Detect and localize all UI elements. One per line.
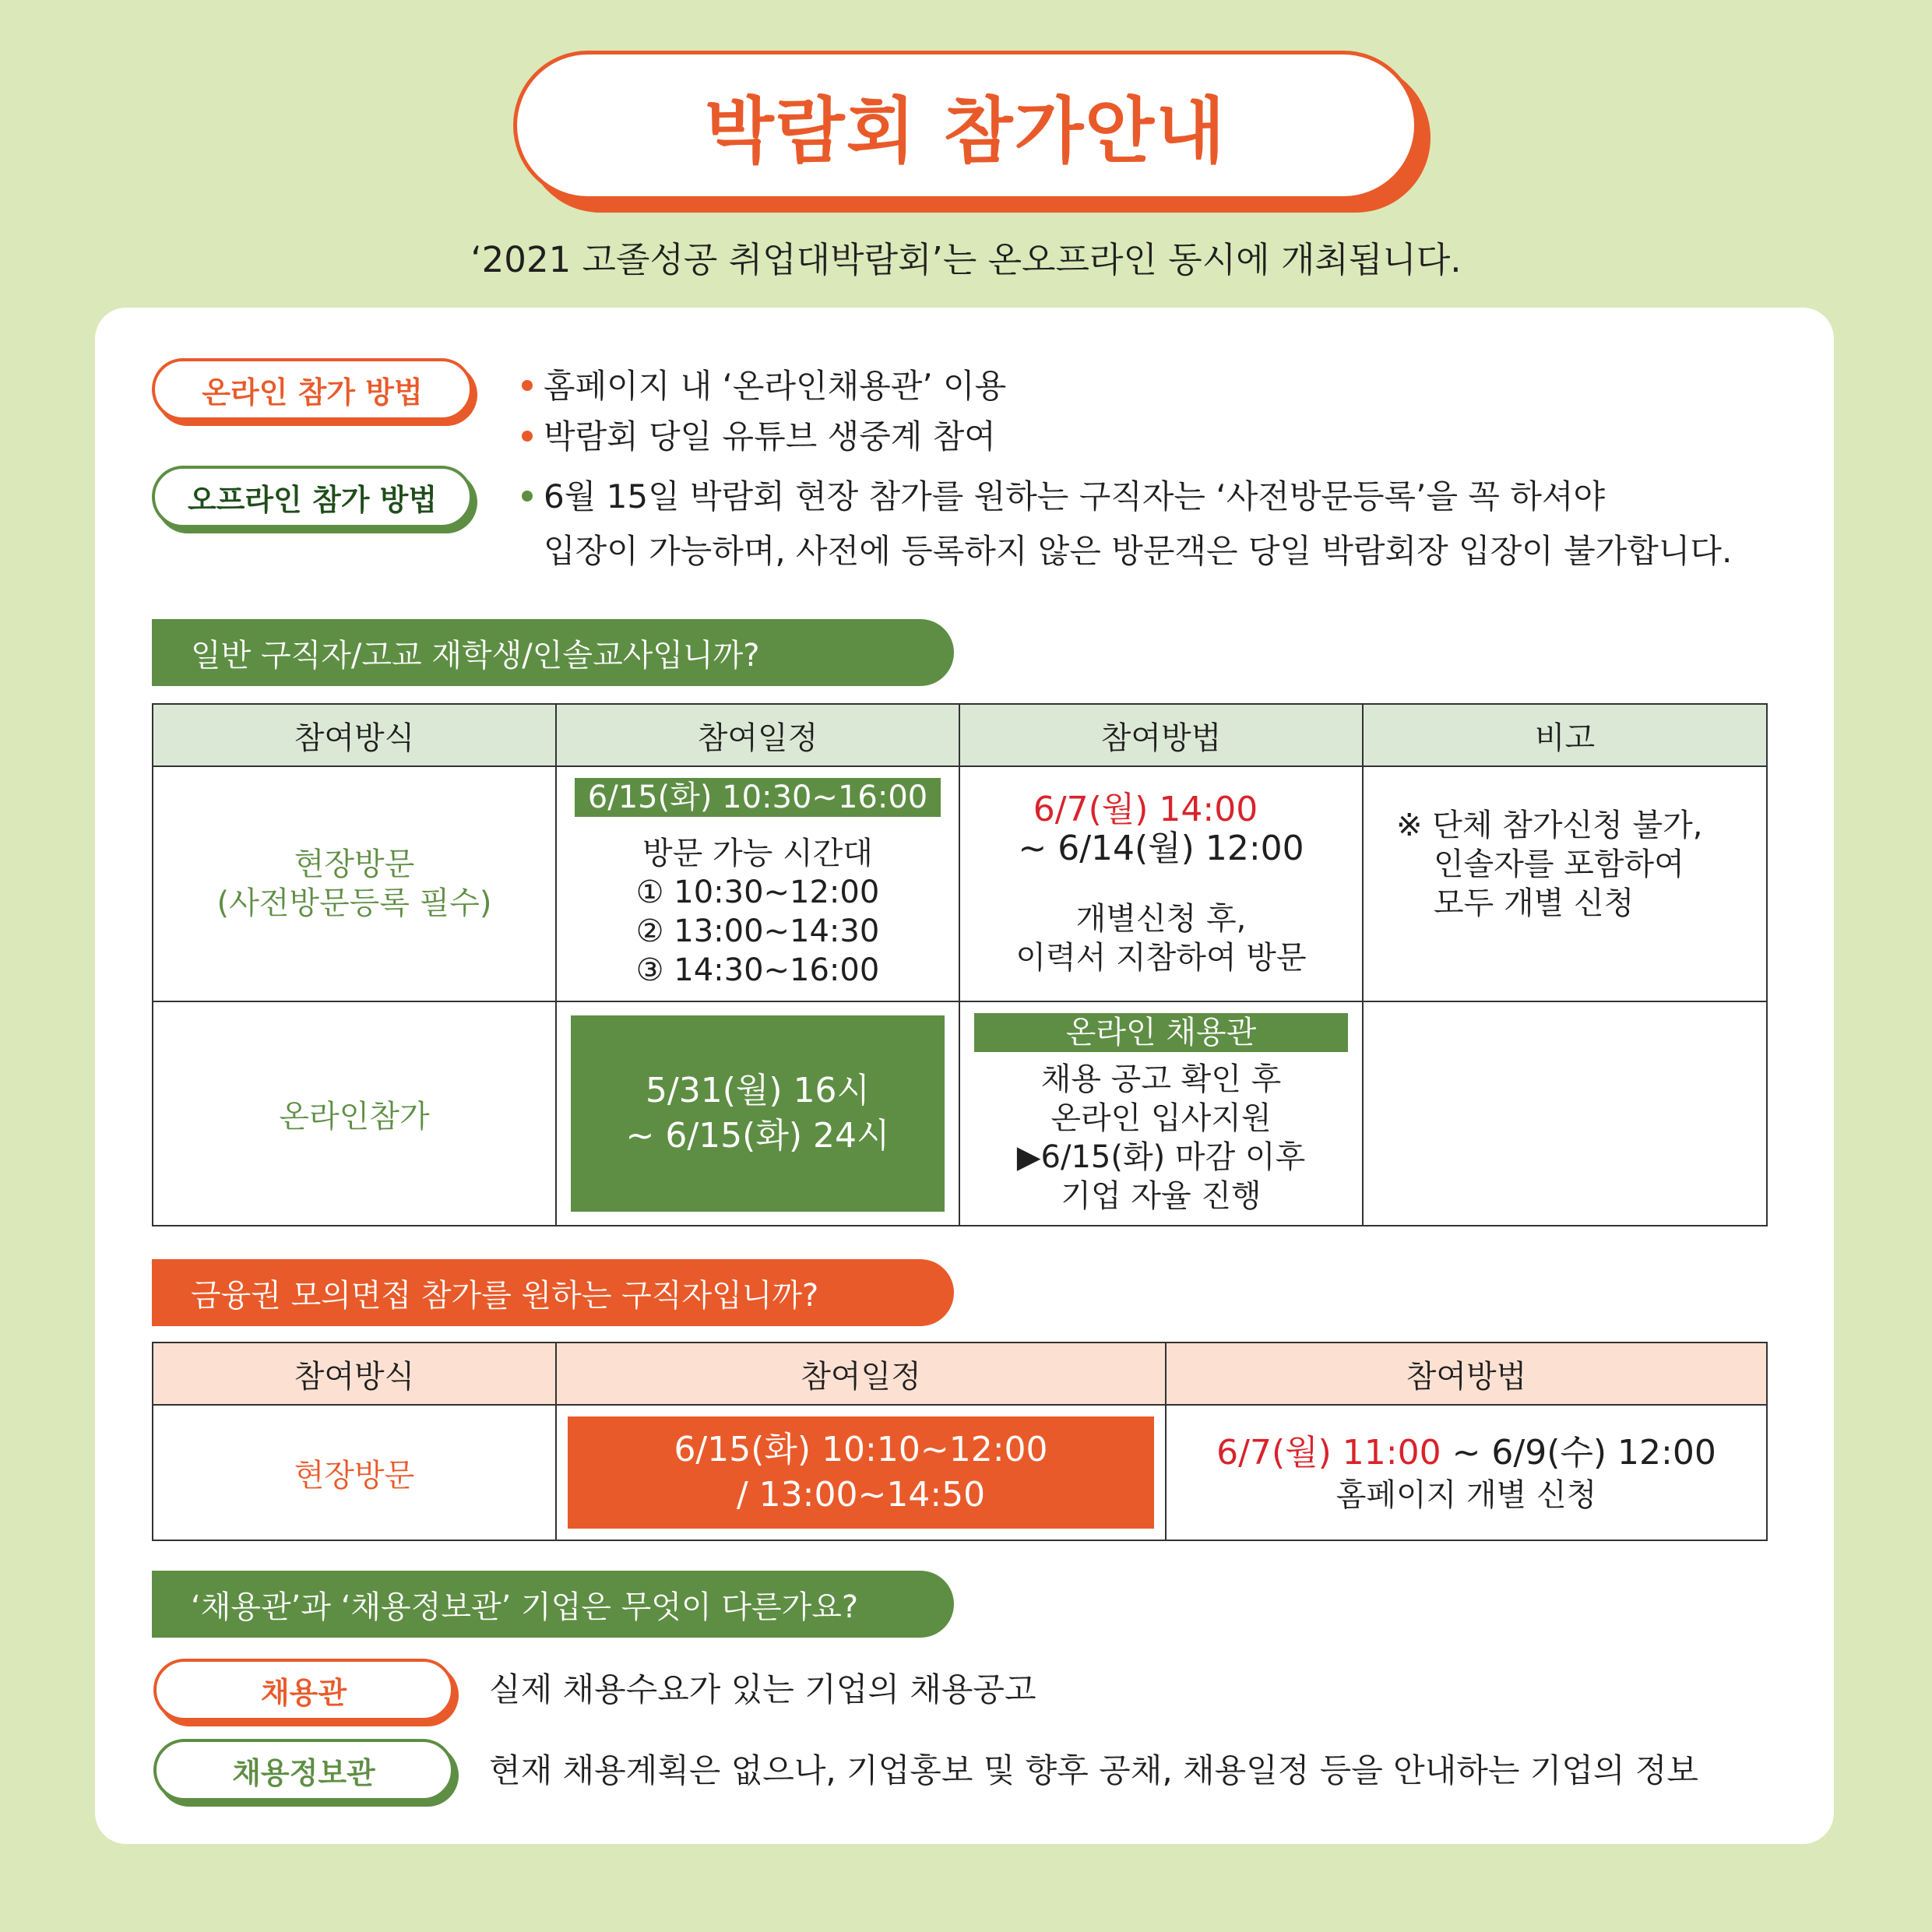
online-hall-strip: 온라인 채용관 bbox=[974, 1013, 1348, 1052]
col-header-method: 참여방법 bbox=[959, 704, 1363, 766]
section3-banner: ‘채용관’과 ‘채용정보관’ 기업은 무엇이 다른가요? bbox=[152, 1571, 954, 1638]
recruit-info-hall-desc: 현재 채용계획은 없으나, 기업홍보 및 향후 공채, 채용일정 등을 안내하는 기업의 정보 bbox=[489, 1751, 1699, 1789]
finance-row-type: 현장방문 bbox=[153, 1405, 556, 1540]
online-method-item-2: 박람회 당일 유튜브 생중계 참여 bbox=[522, 411, 996, 458]
online-method-item-1: 홈페이지 내 ‘온라인채용관’ 이용 bbox=[522, 361, 1006, 407]
row2-type: 온라인참가 bbox=[153, 1001, 556, 1226]
col-header-type: 참여방식 bbox=[153, 1343, 556, 1405]
row1-type: 현장방문 (사전방문등록 필수) bbox=[153, 766, 556, 1001]
section2-banner: 금융권 모의면접 참가를 원하는 구직자입니까? bbox=[152, 1259, 954, 1326]
schedule-box: 6/15(화) 10:10~12:00 / 13:00~14:50 bbox=[568, 1416, 1154, 1529]
table-row bbox=[153, 1405, 1767, 1540]
row1-schedule: 6/15(화) 10:30~16:00 방문 가능 시간대 ① 10:30~12:00 ② 13:00~14:30 ③ 14:30~16:00 bbox=[556, 766, 959, 1001]
schedule-main-strip: 6/15(화) 10:30~16:00 bbox=[575, 778, 941, 817]
col-header-schedule: 참여일정 bbox=[556, 704, 959, 766]
col-header-method: 참여방법 bbox=[1166, 1343, 1767, 1405]
table-row bbox=[153, 1001, 1767, 1226]
bullet-icon bbox=[522, 491, 533, 501]
bullet-icon bbox=[522, 380, 533, 391]
finance-row-schedule bbox=[556, 1405, 1166, 1540]
offline-method-line-1: 6월 15일 박람회 현장 참가를 원하는 구직자는 ‘사전방문등록’을 꼭 하셔야 bbox=[522, 471, 1605, 518]
section1-banner: 일반 구직자/고교 재학생/인솔교사입니까? bbox=[152, 619, 954, 686]
recruit-hall-label: 채용관 bbox=[153, 1659, 454, 1721]
page-subtitle: ‘2021 고졸성공 취업대박람회’는 온오프라인 동시에 개최됩니다. bbox=[470, 239, 1462, 280]
bullet-icon bbox=[522, 431, 533, 442]
row2-method: 온라인 채용관 채용 공고 확인 후 온라인 입사지원 ▶6/15(화) 마감 이후 기업 자율 진행 bbox=[959, 1001, 1363, 1226]
offline-method-line-2: 입장이 가능하며, 사전에 등록하지 않은 방문객은 당일 박람회장 입장이 불가합니다. bbox=[544, 532, 1733, 570]
row1-method: 6/7(월) 14:00 ~ 6/14(월) 12:00 개별신청 후, 이력서 지참하여 방문 bbox=[959, 766, 1363, 1001]
section2-table bbox=[152, 1342, 1768, 1541]
recruit-hall-desc: 실제 채용수요가 있는 기업의 채용공고 bbox=[489, 1670, 1036, 1709]
row1-remark: ※ 단체 참가신청 불가, 인솔자를 포함하여 모두 개별 신청 bbox=[1363, 766, 1767, 1001]
row2-schedule bbox=[556, 1001, 959, 1226]
table-row bbox=[153, 766, 1767, 1001]
col-header-schedule: 참여일정 bbox=[556, 1343, 1166, 1405]
title-pill bbox=[513, 51, 1418, 200]
finance-row-method: 6/7(월) 11:00 ~ 6/9(수) 12:00 홈페이지 개별 신청 bbox=[1166, 1405, 1767, 1540]
col-header-remark: 비고 bbox=[1363, 704, 1767, 766]
row2-remark bbox=[1363, 1001, 1767, 1226]
page-title: 박람회 참가안내 bbox=[704, 90, 1227, 173]
online-method-label: 온라인 참가 방법 bbox=[152, 358, 473, 421]
section1-table bbox=[152, 703, 1768, 1226]
col-header-type: 참여방식 bbox=[153, 704, 556, 766]
schedule-box: 5/31(월) 16시 ~ 6/15(화) 24시 bbox=[571, 1015, 945, 1212]
offline-method-label: 오프라인 참가 방법 bbox=[152, 466, 473, 528]
recruit-info-hall-label: 채용정보관 bbox=[153, 1739, 454, 1801]
info-card bbox=[95, 308, 1834, 1844]
